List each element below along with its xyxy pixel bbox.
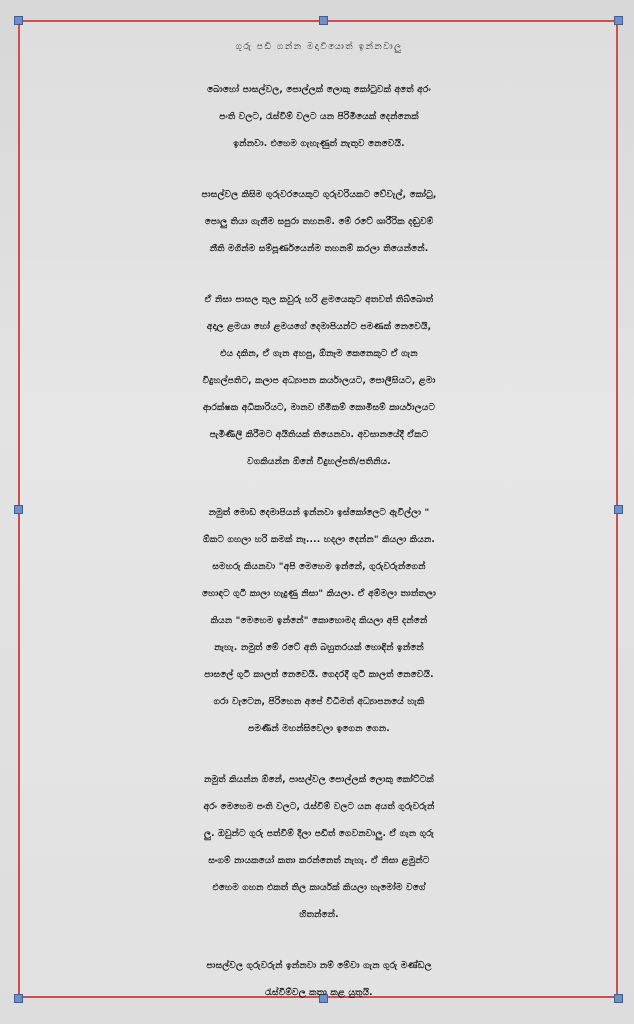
paragraph-6: [34, 953, 604, 1007]
text-line: පාසල්වල ගුරුවරුන් ඉන්නවා නම් මේවා ගැන ගුරු මණ්ඩල: [206, 961, 432, 971]
paragraph-4: [34, 500, 604, 743]
text-line: එහෙම ගහන එකත් තිල කාර්යක් කියලා හැමෝම වගේ: [212, 883, 426, 893]
resize-handle-top-right[interactable]: [614, 16, 623, 25]
text-line: ඒ නිසා පාසල තුල කවුරු හරි ළමයෙකුට අතවත් තිබ්බොත්: [204, 295, 434, 305]
text-line: කියන "මෙහෙම ඉන්නේ" කොහොමද කියලා අපි දන්නේ: [210, 616, 428, 626]
text-line: ආරක්ෂක අධිකාරියට, මානව හිමිකම් කොමිසම් කාර්යාලයට: [202, 403, 436, 413]
text-line: රැස්වීම්වල කතා කළ යුතුයි.: [265, 988, 373, 998]
text-line: ඉන්නවා. එහෙම ගැහැණුත් නැතුව නෙවෙයි.: [233, 139, 405, 149]
text-line: නමුත් කියන්න ඕනේ, පාසල්වල පොල්ලක් ලොකු කෝට්ටක්: [204, 775, 434, 785]
resize-handle-middle-right[interactable]: [614, 505, 623, 514]
text-line: පාසලේ ගුටි කාලත් නෙවෙයි. ගෙදරදී ගුටි කාලත් නෙවෙයි.: [204, 670, 434, 680]
text-line: විදුහල්පතිට, කලාප අධ්‍යාපන කර්යාලයට, පොලීසියට, ළමා: [202, 376, 436, 386]
text-line: ඕකට ගහලා හරි කමක් නෑ.... හදලා දෙන්න" කියලා කියන.: [202, 535, 435, 545]
paragraph-2: [34, 182, 604, 263]
text-line: හිතන්නේ.: [299, 910, 339, 920]
resize-handle-bottom-right[interactable]: [614, 994, 623, 1003]
text-line: සංගම් නායකයෝ කතා කරන්නෙත් නැහැ. ඒ නිසා ළමුන්ට: [208, 856, 430, 866]
document-title: ගුරු පඩි ගන්න මදාවියොත් ඉන්නවාලු: [235, 42, 403, 52]
text-line: අදාල ළමයා හෝ ළමයගේ දෙමාපියන්ට පමණක් නෙවෙයි,: [206, 322, 432, 332]
text-line: පැමිණිලි කිරීමට අයිතියක් තියෙනවා. අවසානයේදී ඒකට: [209, 430, 429, 440]
text-line: එය දකින, ඒ ගැන අහපු, ඕනෑම කෙනෙකුට ඒ ගැන: [220, 349, 418, 359]
paragraph-5: [34, 767, 604, 929]
text-line: නමුත් මොඩ දෙමාපියන් ඉන්නවා ඉස්කෝලෙට ඇවිල්ලා ": [208, 508, 430, 518]
text-line: ගරා වැටෙන, පිරිහෙන අපේ විධිමත් අධ්‍යාපනයේ හැකි: [213, 697, 425, 707]
text-line: සමහරු කියනවා "අපි මෙහෙම ඉන්නේ, ගුරුවරුන්ගෙන්: [212, 562, 426, 572]
paragraph-1: [34, 77, 604, 158]
resize-handle-bottom-left[interactable]: [14, 994, 23, 1003]
text-line: නීති මගින්ම සම්පූර්ණයෙන්ම තහනම් කරලා තියෙන්නේ.: [209, 244, 429, 254]
text-line: නැහැ. නමුත් මේ රටේ අති බහුතරයක් හොඳින් ඉන්නේ: [214, 643, 424, 653]
text-line: පොලු තියා ගැනීම සපුරා තහනම්. මේ රටේ ශාරීරික දඬුවම්: [204, 217, 434, 227]
resize-handle-top-left[interactable]: [14, 16, 23, 25]
text-line: පාසල්වල කිසිම ගුරුවරයෙකුට ගුරුවරියකට වේවැල්, කෝටු,: [201, 190, 437, 200]
text-line: හොඳට ගුටි කාලා හැදුණු නිසා" කියලා. ඒ අම්මලා තාත්තලා: [202, 589, 436, 599]
resize-handle-middle-left[interactable]: [14, 505, 23, 514]
text-line: බොහෝ පාසල්වල, පොල්ලක් ලොකු කෝටුවක් අතේ අරං: [207, 85, 431, 95]
paragraph-3: [34, 287, 604, 476]
text-line: අරං මෙහෙම පංති වලට, රැස්වීම් වලට යන අයත් ගුරුවරුන්: [203, 802, 435, 812]
text-line: වගකියන්න ඕනේ විදුහල්පති/පතිනිය.: [247, 457, 391, 467]
text-line: පංති වලට, රැස්වීම් වලට යන පිරිමියෙක් දෙන්නෙක්: [219, 112, 419, 122]
text-line: පමණින් මහන්සිවෙලා ඉගෙන ගෙන.: [248, 724, 390, 734]
resize-handle-top-middle[interactable]: [319, 16, 328, 25]
text-line: ලු. ඔවුන්ට ගුරු පත්වීම් දීලා පඩිත් ගෙවනවාලු. ඒ ගැන ගුරු: [204, 829, 434, 839]
text-box-content[interactable]: [34, 30, 604, 998]
